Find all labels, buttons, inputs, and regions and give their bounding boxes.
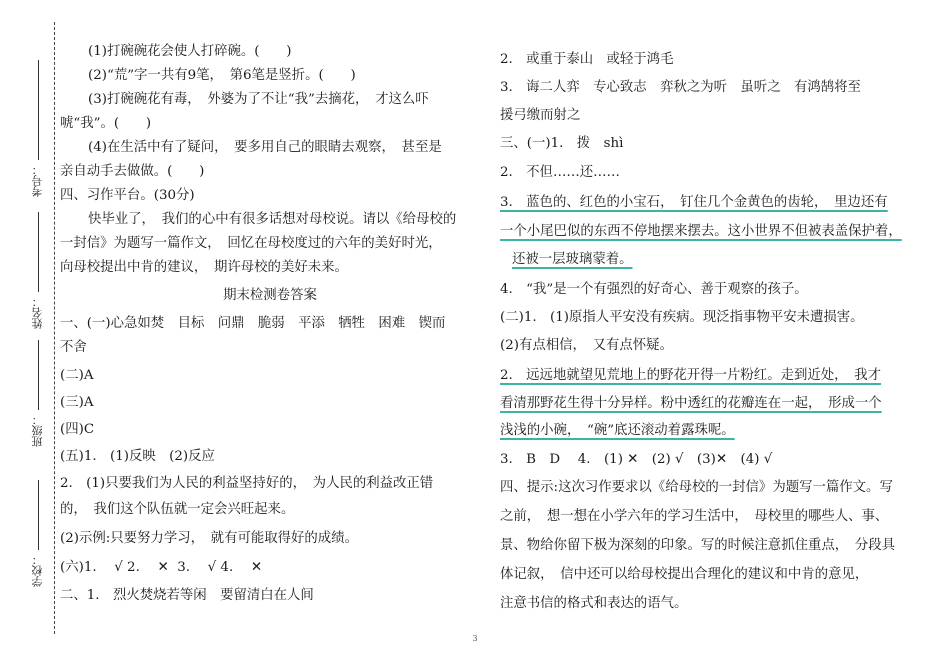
name-label: 姓名：: [31, 296, 44, 329]
page-number: 3: [472, 634, 478, 643]
text-line: (四)C: [60, 422, 95, 437]
text-line: (2)有点相信， 又有点怀疑。: [500, 338, 673, 353]
school-label: 学校：: [31, 554, 44, 587]
text-line: 的， 我们这个队伍就一定会兴旺起来。: [60, 502, 295, 517]
text-line: (二)A: [60, 368, 94, 383]
text-line: (五)1. (1)反映 (2)反应: [60, 449, 215, 464]
text-line: 注意书信的格式和表达的语气。: [500, 596, 688, 611]
text-line: 援弓缴而射之: [500, 108, 581, 123]
text-line: 亲自动手去做做。( ): [60, 164, 205, 179]
exam-no-line: [38, 60, 39, 160]
section-heading: 四、习作平台。(30分): [60, 188, 195, 203]
text-line: (二)1. (1)原指人平安没有疾病。现泛指事物平安未遭损害。: [500, 310, 864, 325]
answer-key-title: 期末检测卷答案: [223, 288, 317, 303]
school-line: [38, 480, 39, 550]
text-line: (3)打碗碗花有毒， 外婆为了不让“我”去摘花， 才这么吓: [88, 92, 429, 107]
class-label: 班级：: [31, 414, 44, 447]
highlighted-line: 2. 远远地就望见荒地上的野花开得一片粉红。走到近处， 我才: [500, 368, 882, 383]
text-line: (2)“荒”字一共有9笔， 第6笔是竖折。( ): [88, 68, 356, 83]
text-line: 一封信》为题写一篇作文， 回忆在母校度过的六年的美好时光，: [60, 236, 442, 251]
name-line: [38, 212, 39, 292]
text-line: (4)在生活中有了疑问， 要多用自己的眼睛去观察， 甚至是: [88, 140, 442, 155]
text-line: 2. 或重于泰山 或轻于鸿毛: [500, 52, 674, 67]
class-line: [38, 340, 39, 410]
text-line: 三、(一)1. 拨 shì: [500, 136, 624, 151]
text-line: 快毕业了， 我们的心中有很多话想对母校说。请以《给母校的: [88, 212, 457, 227]
text-line: 唬“我”。( ): [60, 116, 152, 131]
text-line: 向母校提出中肯的建议， 期许母校的美好未来。: [60, 260, 348, 275]
text-line: 一、(一)心急如焚 目标 问鼎 脆弱 平添 牺牲 困难 锲而: [60, 316, 446, 331]
text-line: 体记叙， 信中还可以给母校提出合理化的建议和中肯的意见，: [500, 567, 869, 582]
text-line: (2)示例:只要努力学习， 就有可能取得好的成绩。: [60, 531, 358, 546]
text-line: 不舍: [60, 340, 87, 355]
text-line: 2. 不但……还……: [500, 165, 620, 180]
class-field: [28, 340, 48, 447]
exam-no-field: [28, 60, 48, 197]
text-line: 四、提示:这次习作要求以《给母校的一封信》为题写一篇作文。写: [500, 480, 893, 495]
highlighted-line: 浅浅的小碗， “碗”底还滚动着露珠呢。: [500, 423, 735, 438]
text-line: (1)打碗碗花会使人打碎碗。( ): [88, 44, 292, 59]
highlighted-line: 3. 蓝色的、红色的小宝石， 钉住几个金黄色的齿轮， 里边还有: [500, 195, 888, 210]
text-line: (六)1. √ 2. ✕ 3. √ 4. ✕: [60, 560, 263, 575]
text-line: 3. B D 4. (1) ✕ (2) √ (3)✕ (4) √: [500, 452, 773, 467]
name-field: [28, 212, 48, 329]
text-line: 景、物给你留下极为深刻的印象。写的时候注意抓住重点， 分段具: [500, 538, 896, 553]
text-line: 之前， 想一想在小学六年的学习生活中， 母校里的哪些人、事、: [500, 509, 889, 524]
text-line: 3. 诲二人弈 专心致志 弈秋之为听 虽听之 有鸿鹄将至: [500, 80, 861, 95]
exam-no-label: 考号：: [31, 164, 44, 197]
text-line: 二、1. 烈火焚烧若等闲 要留清白在人间: [60, 588, 314, 603]
highlighted-line: 看清那野花生得十分异样。粉中透红的花瓣连在一起， 形成一个: [500, 396, 882, 411]
text-line: 2. (1)只要我们为人民的利益坚持好的， 为人民的利益改正错: [60, 476, 434, 491]
highlighted-line: 一个小尾巴似的东西不停地摆来摆去。这小世界不但被表盖保护着，: [500, 224, 902, 239]
text-line: (三)A: [60, 395, 94, 410]
highlighted-line: 还被一层玻璃蒙着。: [512, 252, 633, 267]
binding-dashed-line: [54, 22, 55, 634]
school-field: [28, 480, 48, 587]
text-line: 4. “我”是一个有强烈的好奇心、善于观察的孩子。: [500, 282, 808, 297]
